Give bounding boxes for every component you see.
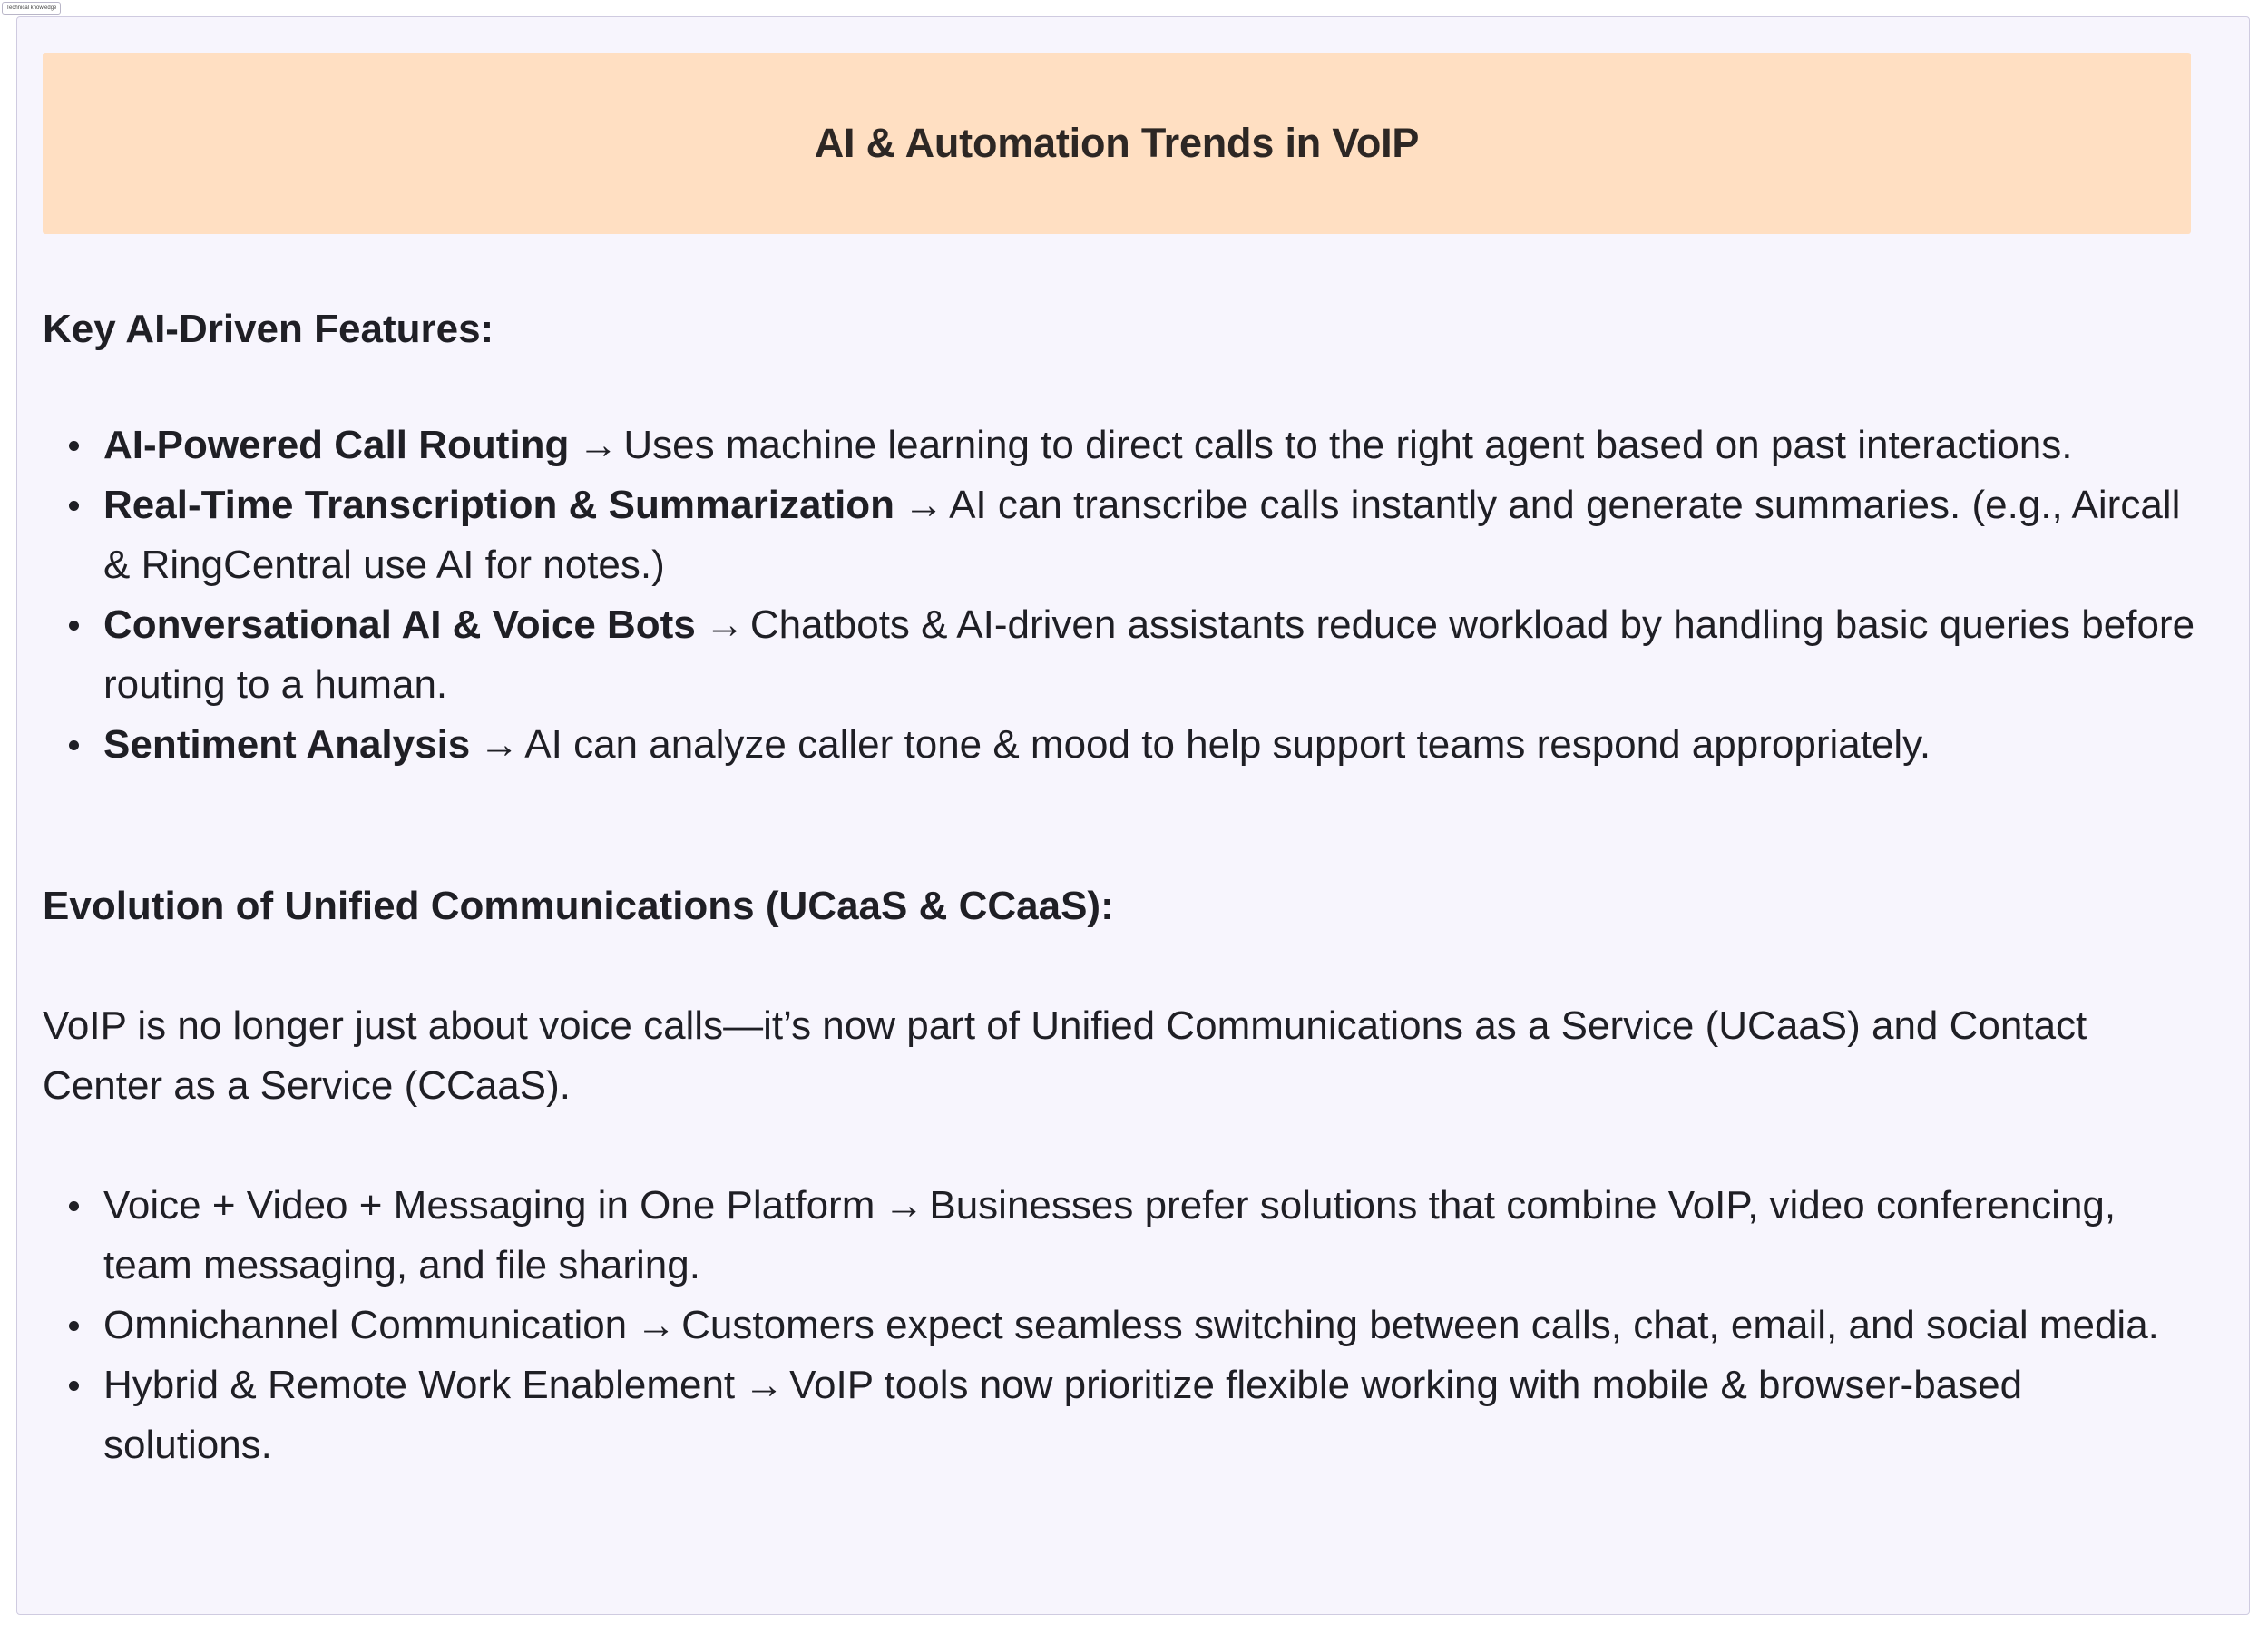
category-tag: Technical knowledge [2,2,61,15]
list-item [103,595,2202,715]
feature-term: Omnichannel Communication [103,1303,628,1347]
feature-term: Hybrid & Remote Work Enablement [103,1363,736,1407]
document-body [43,299,2202,1475]
feature-description: Uses machine learning to direct calls to the right agent based on past interactions. [623,423,2073,467]
page-title: AI & Automation Trends in VoIP [814,120,1420,166]
ai-features-list [43,416,2202,775]
ucaas-list [43,1176,2202,1475]
list-item [103,475,2202,595]
arrow-icon: → [636,1303,677,1347]
feature-term: Voice + Video + Messaging in One Platform [103,1183,875,1228]
section-heading-ai-features: Key AI-Driven Features: [43,307,494,351]
feature-description: Customers expect seamless switching between calls, chat, email, and social media. [681,1303,2159,1347]
list-item [103,1296,2202,1355]
arrow-icon: → [578,423,619,467]
feature-term: Sentiment Analysis [103,722,471,767]
list-item [103,1176,2202,1296]
feature-description: AI can analyze caller tone & mood to help support teams respond appropriately. [524,722,1931,767]
list-item [103,715,2202,775]
feature-description: Chatbots & AI-driven assistants reduce workload by handling basic queries before routing to a human. [103,602,2195,707]
arrow-icon: → [744,1363,785,1407]
arrow-icon: → [704,602,745,647]
feature-term: Conversational AI & Voice Bots [103,602,696,647]
title-banner [43,53,2191,234]
feature-term: AI-Powered Call Routing [103,423,570,467]
feature-description: AI can transcribe calls instantly and generate summaries. (e.g., Aircall & RingCentral use AI for notes.) [103,483,2181,587]
feature-term: Real-Time Transcription & Summarization [103,483,895,527]
feature-description: Businesses prefer solutions that combine VoIP, video conferencing, team messaging, and file sharing. [103,1183,2116,1287]
section-heading-ucaas: Evolution of Unified Communications (UCaaS & CCaaS): [43,884,1114,928]
intro-paragraph: VoIP is no longer just about voice calls—it’s now part of Unified Communications as a Service (UCaaS) and Contact Center as a Service (CCaaS). [43,1003,2087,1108]
arrow-icon: → [884,1183,924,1228]
arrow-icon: → [904,483,944,527]
list-item [103,416,2202,475]
arrow-icon: → [479,722,520,767]
list-item [103,1355,2202,1475]
feature-description: VoIP tools now prioritize flexible working with mobile & browser-based solutions. [103,1363,2023,1467]
